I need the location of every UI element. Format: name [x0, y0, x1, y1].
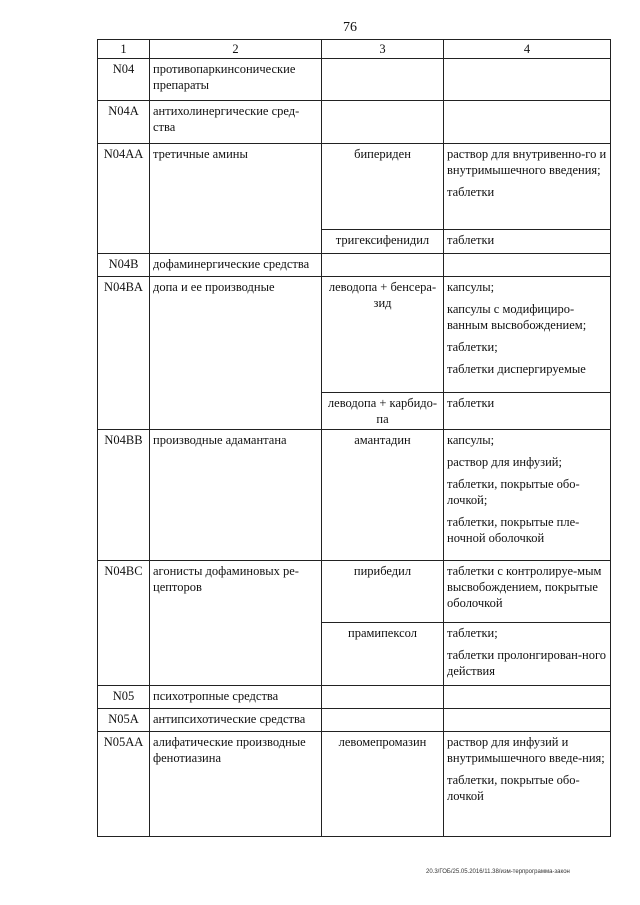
dosage-forms — [444, 59, 611, 101]
dosage-form-item: таблетки; — [447, 340, 498, 354]
dosage-forms — [444, 101, 611, 144]
substance-name — [322, 101, 444, 144]
group-name: третичные амины — [150, 144, 322, 254]
dosage-forms — [444, 686, 611, 709]
table-row — [98, 686, 611, 709]
substance-name — [322, 254, 444, 277]
dosage-form-item: таблетки — [447, 396, 495, 410]
atc-code: N05AA — [98, 732, 150, 837]
table-row — [98, 430, 611, 561]
dosage-forms — [444, 144, 611, 230]
group-name: антипсихотические средства — [150, 709, 322, 732]
atc-code: N04AA — [98, 144, 150, 254]
atc-code: N04B — [98, 254, 150, 277]
group-name: алифатические производные фенотиазина — [150, 732, 322, 837]
footer-document-id: 20.3/ГОБ/25.05.2016/11.38/изм-терпрограмма-закон — [426, 869, 570, 875]
table-header-row — [98, 40, 611, 59]
dosage-form-item: таблетки пролонгирован-ного действия — [447, 648, 607, 678]
dosage-form-item: таблетки, покрытые обо-лочкой; — [447, 477, 580, 507]
atc-code: N04BB — [98, 430, 150, 561]
group-name: допа и ее производные — [150, 277, 322, 430]
dosage-forms — [444, 709, 611, 732]
drug-table — [97, 39, 611, 837]
group-name: дофаминергические средства — [150, 254, 322, 277]
page-number: 76 — [343, 20, 357, 35]
group-name: агонисты дофаминовых ре-цепторов — [150, 561, 322, 686]
group-name: антихолинергические сред-ства — [150, 101, 322, 144]
substance-name: леводопа + карбидо-па — [322, 393, 444, 430]
dosage-form-item: капсулы с модифициро-ванным высвобождением; — [447, 302, 587, 332]
dosage-form-item: таблетки — [447, 233, 495, 247]
column-header-code: 1 — [98, 40, 150, 59]
substance-name: леводопа + бенсера-зид — [322, 277, 444, 393]
column-header-forms: 4 — [444, 40, 611, 59]
dosage-form-item: раствор для внутривенно-го и внутримышечного введения; — [447, 147, 607, 177]
substance-name: пирибедил — [322, 561, 444, 623]
table-row — [98, 561, 611, 623]
dosage-form-item: капсулы; — [447, 433, 495, 447]
group-name: противопаркинсонические препараты — [150, 59, 322, 101]
substance-name — [322, 709, 444, 732]
dosage-forms — [444, 230, 611, 254]
table-row — [98, 709, 611, 732]
column-header-substance: 3 — [322, 40, 444, 59]
atc-code: N04A — [98, 101, 150, 144]
table-row — [98, 277, 611, 393]
atc-code: N05A — [98, 709, 150, 732]
dosage-form-item: таблетки с контролируе-мым высвобождением, покрытые оболочкой — [447, 564, 602, 610]
substance-name: прамипексол — [322, 623, 444, 686]
dosage-form-item: раствор для инфузий; — [447, 455, 562, 469]
dosage-form-item: раствор для инфузий и внутримышечного введе-ния; — [447, 735, 605, 765]
column-header-name: 2 — [150, 40, 322, 59]
substance-name: амантадин — [322, 430, 444, 561]
group-name: психотропные средства — [150, 686, 322, 709]
substance-name — [322, 686, 444, 709]
group-name: производные адамантана — [150, 430, 322, 561]
dosage-forms — [444, 561, 611, 623]
substance-name: тригексифенидил — [322, 230, 444, 254]
dosage-form-item: таблетки; — [447, 626, 498, 640]
dosage-forms — [444, 393, 611, 430]
atc-code: N04 — [98, 59, 150, 101]
table-row — [98, 732, 611, 837]
atc-code: N04BC — [98, 561, 150, 686]
dosage-form-item: капсулы; — [447, 280, 495, 294]
table-row — [98, 101, 611, 144]
table-row — [98, 144, 611, 230]
substance-name: левомепромазин — [322, 732, 444, 837]
dosage-forms — [444, 623, 611, 686]
dosage-form-item: таблетки, покрытые обо-лочкой — [447, 773, 580, 803]
dosage-form-item: таблетки диспергируемые — [447, 362, 586, 376]
substance-name: бипериден — [322, 144, 444, 230]
table-row — [98, 254, 611, 277]
atc-code: N04BA — [98, 277, 150, 430]
dosage-form-item: таблетки, покрытые пле-ночной оболочкой — [447, 515, 580, 545]
substance-name — [322, 59, 444, 101]
atc-code: N05 — [98, 686, 150, 709]
dosage-forms — [444, 254, 611, 277]
dosage-forms — [444, 430, 611, 561]
dosage-form-item: таблетки — [447, 185, 495, 199]
dosage-forms — [444, 732, 611, 837]
dosage-forms — [444, 277, 611, 393]
table-row — [98, 59, 611, 101]
